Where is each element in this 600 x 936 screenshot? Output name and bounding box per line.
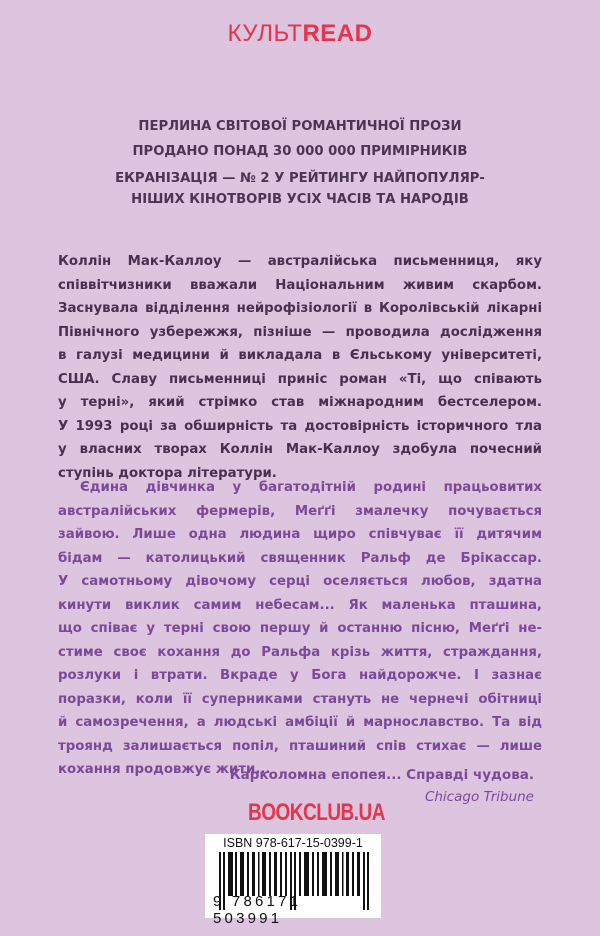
- headline-line: ПЕРЛИНА СВІТОВОЇ РОМАНТИЧНОЇ ПРОЗИ: [138, 119, 462, 134]
- synopsis-line: що співає у терні свою першу й останню пісню, Меґґі не-: [58, 621, 542, 636]
- headline-block: [0, 114, 600, 210]
- synopsis-line: троянд залишається попіл, пташиний спів стихає — лише: [58, 738, 542, 754]
- bio-line: в галузі медицини й викладала в Єльському університеті,: [58, 348, 542, 363]
- synopsis-line: кохання продовжує жити...: [58, 762, 271, 777]
- synopsis-line: австралійських фермерів, Меґґі змалечку почувається: [58, 503, 542, 519]
- headline-line: ПРОДАНО ПОНАД 30 000 000 ПРИМІРНИКІВ: [132, 144, 468, 159]
- bio-line: США. Славу письменниці приніс роман «Ті, що співають: [58, 371, 542, 387]
- bio-line: у власних творах Коллін Мак-Каллоу здобула почесний: [58, 442, 542, 457]
- synopsis-line: й самозречення, а людські амбіції й марнославство. Та від: [58, 715, 542, 730]
- synopsis-line: поразки, коли її суперниками стануть не чернечі обітниці: [58, 691, 542, 707]
- series-logo-suffix: READ: [302, 20, 373, 47]
- headline-line: ЕКРАНІЗАЦІЯ — № 2 У РЕЙТИНГУ НАЙПОПУЛЯР-: [115, 171, 485, 186]
- headline-line: НІШИХ КІНОТВОРІВ УСІХ ЧАСІВ ТА НАРОДІВ: [131, 192, 469, 207]
- author-bio: [58, 250, 542, 485]
- series-logo-prefix: КУЛЬТ: [227, 20, 303, 47]
- isbn-barcode: [205, 834, 381, 927]
- bio-line: Коллін Мак-Каллоу — австралійська письменниця, яку: [58, 254, 542, 269]
- review-text: Карколомна епопея... Справді чудова.: [229, 767, 534, 783]
- synopsis-line: бідам — католицький священник Ральф де Брікассар.: [58, 550, 542, 566]
- bio-line: співвітчизники вважали Національним живим скарбом.: [58, 277, 542, 293]
- bio-line: Заснувала відділення нейрофізіології в Королівській лікарні: [58, 301, 542, 316]
- review-source: Chicago Tribune: [424, 789, 534, 805]
- publisher-logo: BOOKCLUB.UA: [248, 800, 385, 827]
- barcode-digits: 9 786171 503991: [213, 893, 302, 927]
- synopsis-line: Єдина дівчинка у багатодітній родині працьовитих: [80, 480, 542, 495]
- synopsis-line: кинути виклик самим небесам... Як маленька пташина,: [58, 597, 542, 613]
- bio-line: У 1993 році за обширність та достовірність історичного тла: [58, 418, 542, 434]
- synopsis: [58, 476, 542, 782]
- bio-line: ступінь доктора літератури.: [58, 465, 277, 481]
- bio-line: Північного узбережжя, пізніше — проводила дослідження: [58, 324, 542, 340]
- synopsis-line: розлуки і втрати. Вкраде у Бога найдорожче. І зазнає: [58, 668, 542, 683]
- bio-line: у терні», який стрімко став міжнародним бестселером.: [58, 395, 542, 410]
- series-logo: [0, 20, 600, 48]
- synopsis-line: зайвою. Лише одна людина щиро співчуває її дитячим: [58, 527, 542, 542]
- synopsis-line: У самотньому дівочому серці оселяється любов, здатна: [58, 574, 542, 589]
- synopsis-line: стиме своє кохання до Ральфа крізь життя, страждання,: [58, 644, 542, 660]
- isbn-text: ISBN 978-617-15-0399-1: [223, 836, 363, 850]
